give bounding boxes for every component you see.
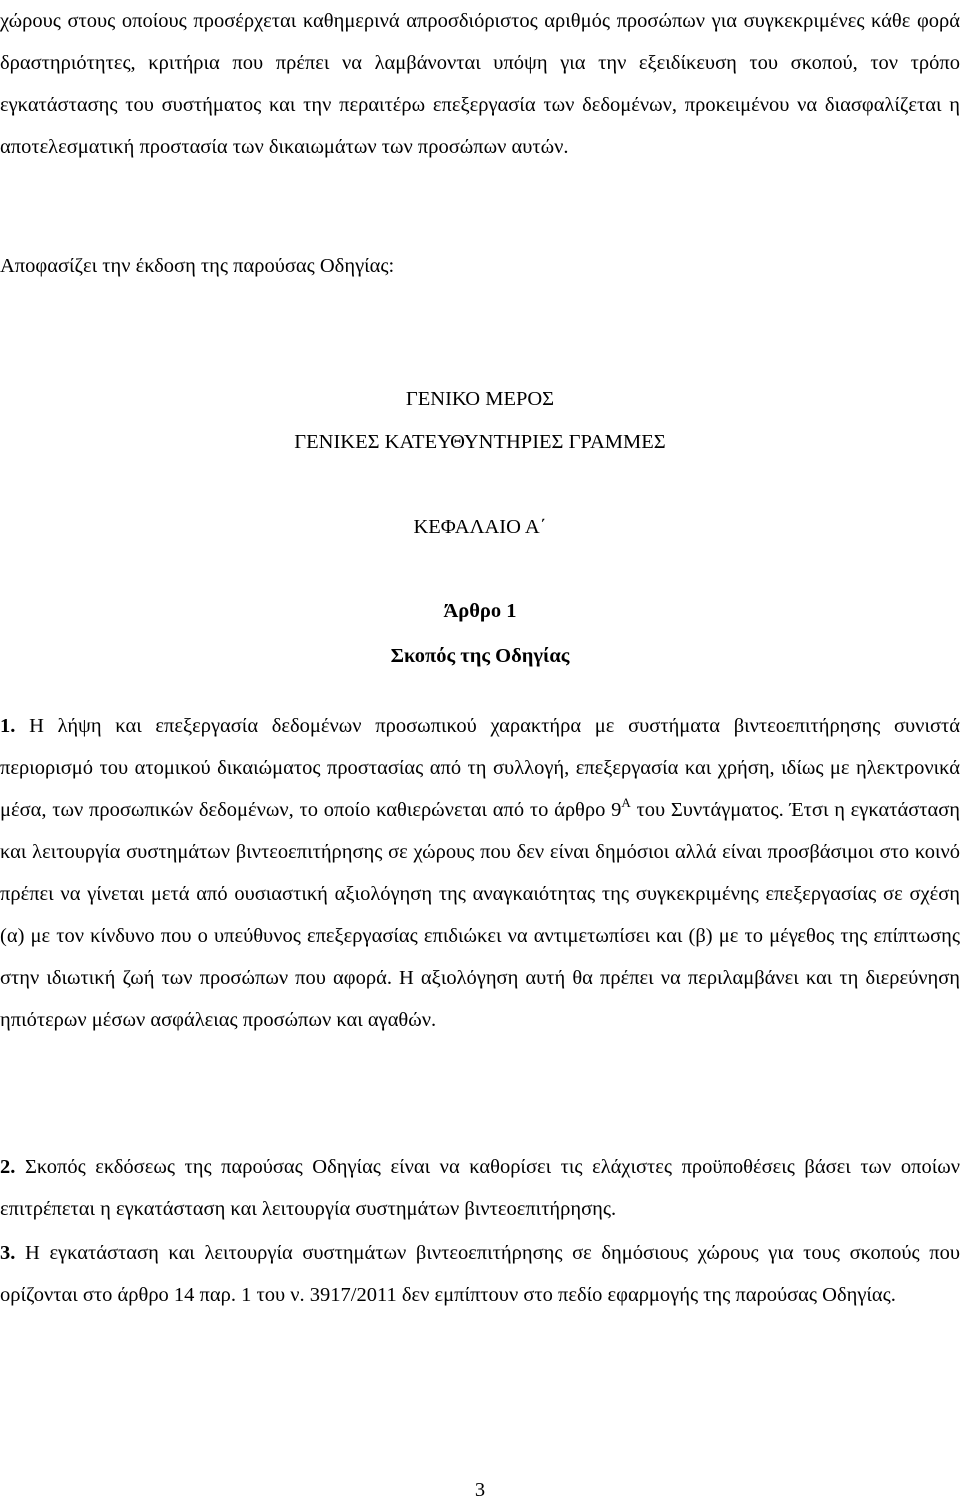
- heading-general-part: ΓΕΝΙΚΟ ΜΕΡΟΣ: [405, 388, 555, 410]
- paragraph-3: [0, 1232, 960, 1316]
- paragraph-number: 2.: [0, 1156, 16, 1178]
- paragraph-1: [0, 705, 960, 1041]
- paragraph-text: Σκοπός εκδόσεως της παρούσας Οδηγίας είναι να καθορίσει τις ελάχιστες προϋποθέσεις βάσει των οποίων επιτρέπεται η εγκατάσταση και λειτουργία συστημάτων βιντεοεπιτήρησης.: [0, 1156, 960, 1220]
- superscript: Α: [621, 795, 631, 810]
- page-number: 3: [474, 1479, 486, 1501]
- heading-chapter: ΚΕΦΑΛΑΙΟ Α΄: [413, 516, 547, 538]
- heading-article-title: Σκοπός της Οδηγίας: [390, 645, 570, 667]
- intro-paragraph: χώρους στους οποίους προσέρχεται καθημερινά απροσδιόριστος αριθμός προσώπων για συγκεκριμένες κάθε φορά δραστηριότητες, κριτήρια που πρέπει να λαμβάνονται υπόψη για την εξειδίκευση του σκοπού, τον τρόπο εγκατάστασης του συστήματος και την περαιτέρω επεξεργασία των δεδομένων, προκειμένου να διασφαλίζεται η αποτελεσματική προστασία των δικαιωμάτων των προσώπων αυτών.: [0, 10, 960, 158]
- paragraph-text: του Συντάγματος. Έτσι η εγκατάσταση και λειτουργία συστημάτων βιντεοεπιτήρησης σε χώρους που δεν είναι δημόσιοι αλλά είναι προσβάσιμοι στο κοινό πρέπει να γίνεται μετά από ουσιαστική αξιολόγηση της αναγκαιότητας της συγκεκριμένης επεξεργασίας σε σχέση (α) με τον κίνδυνο που ο υπεύθυνος επεξεργασίας επιδιώκει να αντιμετωπίσει και (β) με το μέγεθος της επίπτωσης στην ιδιωτική ζωή των προσώπων που αφορά. Η αξιολόγηση αυτή θα πρέπει να περιλαμβάνει και τη διερεύνηση ηπιότερων μέσων ασφάλειας προσώπων και αγαθών.: [0, 799, 960, 1031]
- paragraph-number: 3.: [0, 1242, 16, 1264]
- heading-article: Άρθρο 1: [443, 600, 517, 622]
- paragraph-text: Η λήψη και επεξεργασία δεδομένων προσωπικού χαρακτήρα με συστήματα βιντεοεπιτήρησης συνιστά περιορισμό του ατομικού δικαιώματος προστασίας από τη συλλογή, επεξεργασία και χρήση, ιδίως με ηλεκτρονικά μέσα, των προσωπικών δεδομένων, το οποίο καθιερώνεται από το άρθρο 9: [0, 715, 960, 821]
- paragraph-2: [0, 1146, 960, 1230]
- decision-line: Αποφασίζει την έκδοση της παρούσας Οδηγίας:: [0, 255, 395, 277]
- heading-general-guidelines: ΓΕΝΙΚΕΣ ΚΑΤΕΥΘΥΝΤΗΡΙΕΣ ΓΡΑΜΜΕΣ: [294, 431, 666, 453]
- paragraph-text: Η εγκατάσταση και λειτουργία συστημάτων βιντεοεπιτήρησης σε δημόσιους χώρους για τους σκοπούς που ορίζονται στο άρθρο 14 παρ. 1 του ν. 3917/2011 δεν εμπίπτουν στο πεδίο εφαρμογής της παρούσας Οδηγίας.: [0, 1242, 960, 1306]
- paragraph-number: 1.: [0, 715, 16, 737]
